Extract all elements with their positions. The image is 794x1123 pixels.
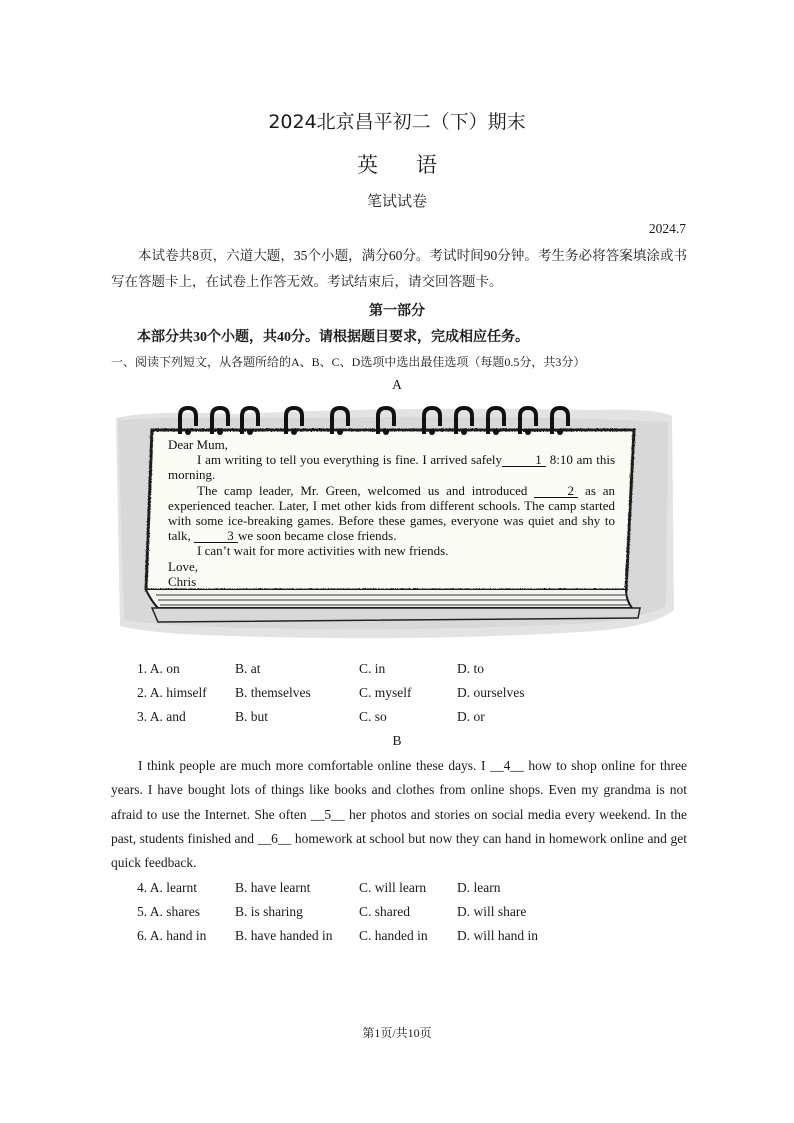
option-a: 2. A. himself	[137, 685, 207, 701]
blank-2: 2	[534, 484, 578, 498]
option-a: 1. A. on	[137, 661, 180, 676]
option-d: D. will share	[457, 904, 527, 920]
passage-a-label: A	[392, 377, 402, 392]
part-one-description: 本部分共30个小题，共40分。请根据题目要求，完成相应任务。	[137, 330, 529, 345]
option-d: D. or	[457, 709, 485, 725]
option-d: D. learn	[457, 880, 501, 895]
passage-b-text: I think people are much more comfortable online these days. I __4__ how to shop online for three years. I have bought lots of things like books and clothes from online shops. Even my grandma is not afraid to use the Internet. She often __5__ her photos and stories on social media every weekend. In the past, students finished and __6__ homework at school but now they can hand in homework online and get quick feedback.	[111, 758, 687, 871]
letter-closing: Love,	[168, 558, 198, 574]
option-b: B. at	[235, 661, 261, 676]
option-d: D. will hand in	[457, 928, 538, 944]
option-c: C. shared	[359, 904, 410, 920]
option-a: 6. A. hand in	[137, 928, 207, 944]
option-b: B. but	[235, 709, 269, 725]
option-c: C. handed in	[359, 928, 428, 944]
letter-paragraph-1: I am writing to tell you everything is fine. I arrived safely 1 8:10 am this morning.	[168, 452, 616, 483]
page-footer: 第1页/共10页	[362, 1026, 432, 1040]
option-c: C. myself	[359, 685, 412, 701]
option-a: 3. A. and	[137, 709, 186, 725]
option-c: C. in	[359, 661, 386, 676]
option-c: C. will learn	[359, 880, 427, 895]
blank-1: 1	[502, 453, 546, 467]
part-one-title: 第一部分	[369, 304, 425, 319]
passage-b-label: B	[392, 733, 402, 748]
page-title: 2024北京昌平初二（下）期末	[268, 111, 526, 133]
letter-greeting: Dear Mum,	[168, 437, 228, 452]
option-d: D. ourselves	[457, 685, 525, 701]
option-a: 5. A. shares	[137, 904, 200, 920]
option-d: D. to	[457, 661, 484, 676]
option-b: B. is sharing	[235, 904, 303, 920]
paper-type: 笔试试卷	[366, 192, 427, 210]
blank-3: 3	[194, 529, 238, 543]
section-one-instruction: 一、阅读下列短文，从各题所给的A、B、C、D选项中选出最佳选项（每题0.5分，共3分）	[111, 355, 586, 369]
letter-paragraph-3: I can’t wait for more activities with new friends.	[197, 543, 449, 559]
option-c: C. so	[359, 709, 387, 725]
option-b: B. have handed in	[235, 928, 333, 944]
option-b: B. have learnt	[235, 880, 311, 895]
exam-intro: 本试卷共8页，六道大题，35个小题，满分60分。考试时间90分钟。考生务必将答案填涂或书写在答题卡上，在试卷上作答无效。考试结束后，请交回答题卡。	[111, 248, 687, 289]
exam-date: 2024.7	[648, 221, 686, 236]
letter-paragraph-2: The camp leader, Mr. Green, welcomed us and introduced 2 as an experienced teacher. Later, I met other kids from different schools. The camp started with some ice-breaking games. Before these games, everyone was quiet and shy to talk, 3 we soon became close friends.	[168, 482, 615, 544]
option-a: 4. A. learnt	[137, 880, 197, 895]
letter-signature: Chris	[168, 573, 197, 589]
option-b: B. themselves	[235, 685, 311, 701]
subject-title: 英语	[357, 153, 475, 177]
letter-passage-a	[168, 437, 615, 589]
